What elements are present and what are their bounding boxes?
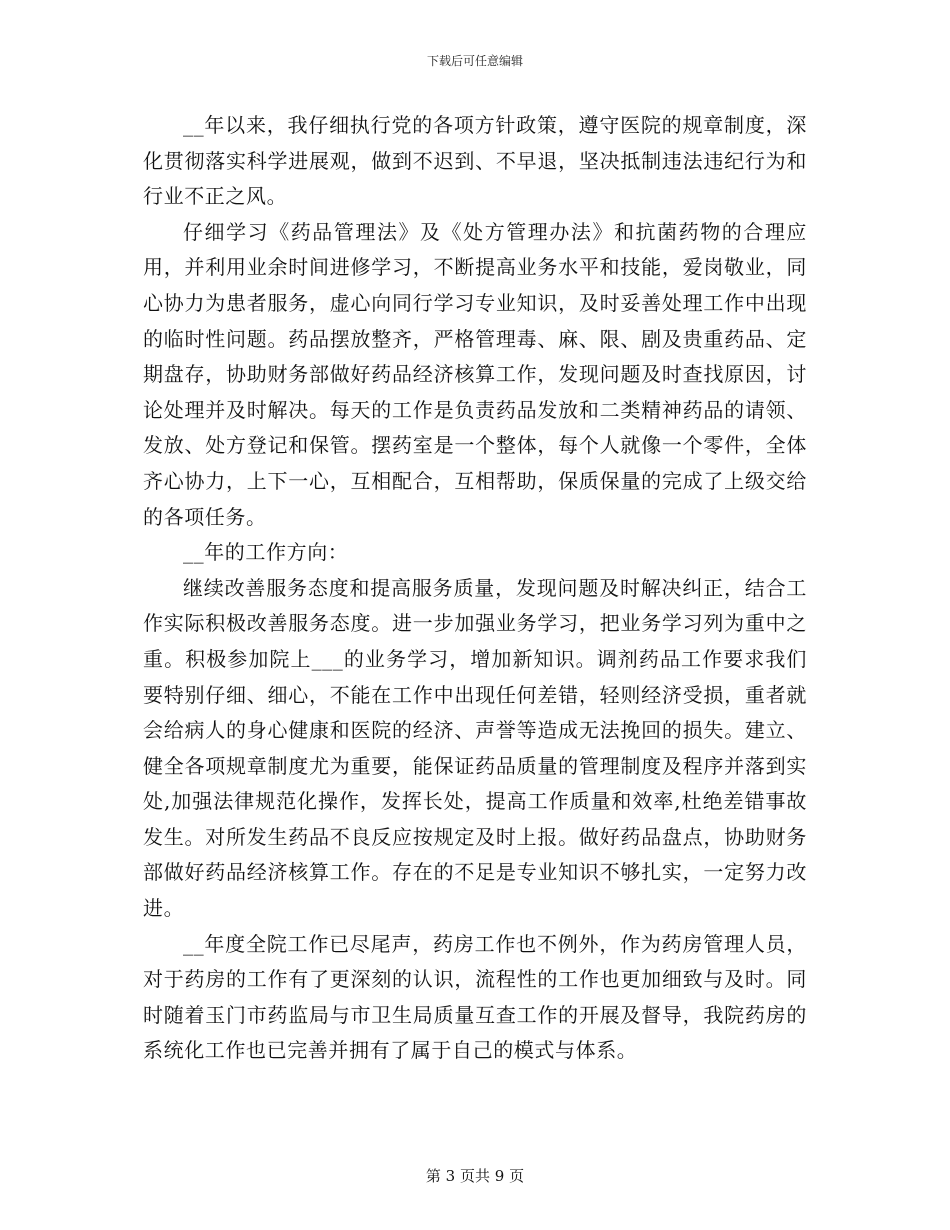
- document-body: [143, 108, 807, 1069]
- page-header: 下载后可任意编辑: [426, 54, 523, 68]
- paragraph-1: __年以来，我仔细执行党的各项方针政策，遵守医院的规章制度，深化贯彻落实科学进展观，做到不迟到、不早退，坚决抵制违法违纪行为和行业不正之风。: [143, 113, 807, 209]
- paragraph-4: 继续改善服务态度和提高服务质量，发现问题及时解决纠正，结合工作实际积极改善服务态度。进一步加强业务学习，把业务学习列为重中之重。积极参加院上___的业务学习，增加新知识。调剂药品工作要求我们要特别仔细、细心，不能在工作中出现任何差错，轻则经济受损，重者就会给病人的身心健康和医院的经济、声誉等造成无法挽回的损失。建立、健全各项规章制度尤为重要，能保证药品质量的管理制度及程序并落到实处,加强法律规范化操作，发挥长处，提高工作质量和效率,杜绝差错事故发生。对所发生药品不良反应按规定及时上报。做好药品盘点，协助财务部做好药品经济核算工作。存在的不足是专业知识不够扎实，一定努力改进。: [143, 575, 807, 921]
- paragraph-5: __年度全院工作已尽尾声，药房工作也不例外，作为药房管理人员，对于药房的工作有了更深刻的认识，流程性的工作也更加细致与及时。同时随着玉门市药监局与市卫生局质量互查工作的开展及督导，我院药房的系统化工作也已完善并拥有了属于自己的模式与体系。: [143, 931, 807, 1063]
- paragraph-3: __年的工作方向：: [183, 540, 349, 565]
- page-number: 第 3 页共 9 页: [425, 1167, 525, 1185]
- paragraph-2: 仔细学习《药品管理法》及《处方管理办法》和抗菌药物的合理应用，并利用业余时间进修学习，不断提高业务水平和技能，爱岗敬业，同心协力为患者服务，虚心向同行学习专业知识，及时妥善处理工作中出现的临时性问题。药品摆放整齐，严格管理毒、麻、限、剧及贵重药品、定期盘存，协助财务部做好药品经济核算工作，发现问题及时查找原因，讨论处理并及时解决。每天的工作是负责药品发放和二类精神药品的请领、发放、处方登记和保管。摆药室是一个整体，每个人就像一个零件，全体齐心协力，上下一心，互相配合，互相帮助，保质保量的完成了上级交给的各项任务。: [143, 219, 807, 529]
